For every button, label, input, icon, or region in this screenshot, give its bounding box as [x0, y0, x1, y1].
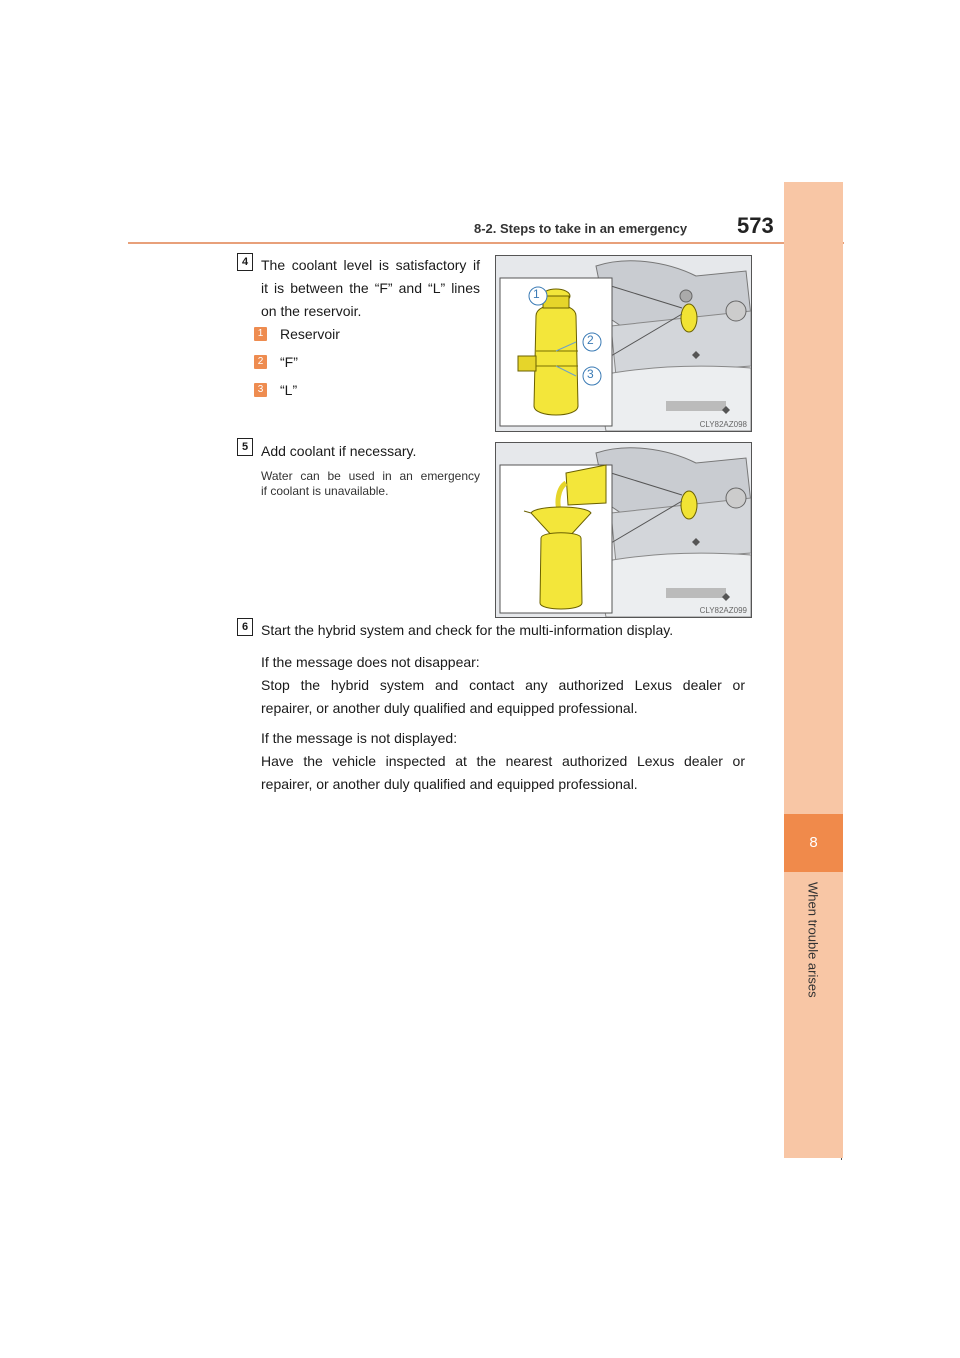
step-5-note-line: if coolant is unavailable. — [261, 484, 389, 498]
figure-add-coolant — [495, 442, 752, 618]
legend-l-line: “L” — [280, 382, 298, 398]
step-4-text-line: it is between the “F” and “L” lines — [261, 280, 480, 296]
figure-coolant-reservoir — [495, 255, 752, 432]
section-title: 8-2. Steps to take in an emergency — [474, 221, 688, 236]
figure-code: CLY82AZ098 — [699, 420, 747, 429]
step-4-text-line: on the reservoir. — [261, 303, 362, 319]
chapter-title: When trouble arises — [805, 882, 821, 998]
step-6-number: 6 — [237, 618, 253, 636]
legend-f-line: “F” — [280, 354, 298, 370]
figure-code: CLY82AZ099 — [699, 606, 747, 615]
chapter-title-vertical — [793, 882, 833, 1082]
case-1-line: Stop the hybrid system and contact any authorized Lexus dealer or — [261, 677, 745, 693]
case-1-line: repairer, or another duly qualified and equipped professional. — [261, 700, 638, 716]
step-5-number: 5 — [237, 438, 253, 456]
fig1-callout-1: 1 — [533, 287, 540, 301]
callout-badge-2: 2 — [254, 355, 267, 369]
step-6-text: Start the hybrid system and check for the multi-information display. — [261, 622, 674, 638]
header-rule — [128, 242, 844, 244]
case-1-heading: If the message does not disappear: — [261, 654, 480, 670]
chapter-tab: 8 — [784, 814, 843, 872]
fig1-callout-2: 2 — [587, 333, 594, 347]
step-4-number: 4 — [237, 253, 253, 271]
page-number: 573 — [737, 213, 774, 238]
case-2-line: Have the vehicle inspected at the nearest authorized Lexus dealer or — [261, 753, 745, 769]
step-5-text: Add coolant if necessary. — [261, 443, 417, 459]
case-2-heading: If the message is not displayed: — [261, 730, 458, 746]
callout-badge-1: 1 — [254, 327, 267, 341]
chapter-sidebar — [784, 182, 843, 1158]
case-2-line: repairer, or another duly qualified and equipped professional. — [261, 776, 638, 792]
engine-bay-illustration — [496, 256, 751, 431]
legend-reservoir: Reservoir — [280, 326, 340, 342]
callout-badge-3: 3 — [254, 383, 267, 397]
step-5-note-line: Water can be used in an emergency — [261, 469, 480, 483]
fig1-callout-3: 3 — [587, 367, 594, 381]
step-4-text-line: The coolant level is satisfactory if — [261, 257, 480, 273]
engine-bay-illustration-2 — [496, 443, 751, 617]
